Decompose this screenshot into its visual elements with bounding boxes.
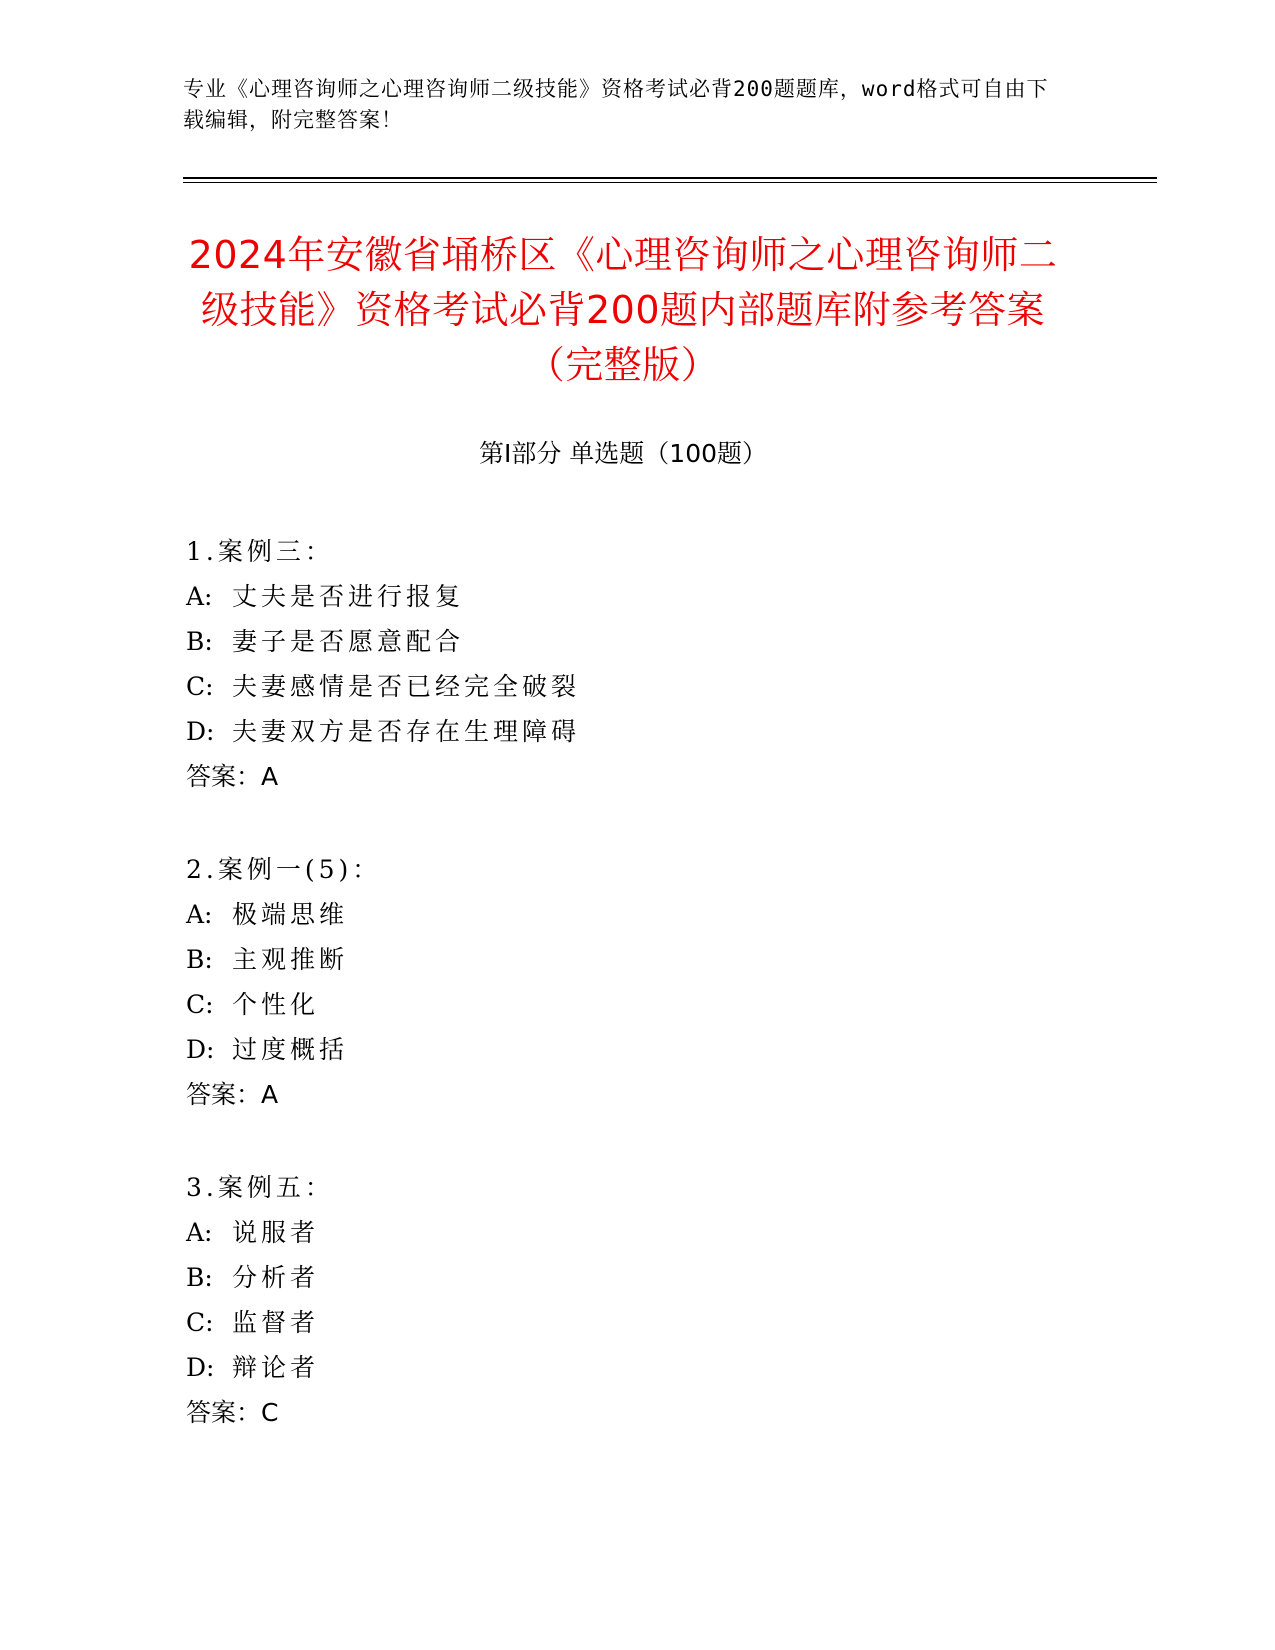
section-title: 第I部分 单选题（100题）: [478, 439, 768, 468]
option-text: 辩论者: [232, 1353, 320, 1382]
document-title: 2024年安徽省埇桥区《心理咨询师之心理咨询师二级技能》资格考试必背200题内部题库附参考答案（完整版）: [188, 233, 1058, 387]
question-stem: 3.案例五：: [186, 1173, 334, 1202]
question-2: [186, 847, 1066, 1117]
option-text: 个性化: [232, 990, 320, 1019]
option-text: 妻子是否愿意配合: [232, 627, 465, 656]
option-d: [186, 1345, 1066, 1390]
option-letter: B:: [186, 627, 213, 656]
header-divider: [183, 177, 1157, 179]
question-stem: 1.案例三：: [186, 537, 334, 566]
question-3: [186, 1165, 1066, 1435]
option-text: 丈夫是否进行报复: [232, 582, 465, 611]
option-b: [186, 937, 1066, 982]
option-letter: A:: [186, 900, 213, 929]
option-d: [186, 709, 1066, 754]
option-text: 监督者: [232, 1308, 320, 1337]
option-a: [186, 574, 1066, 619]
option-c: [186, 1300, 1066, 1345]
option-d: [186, 1027, 1066, 1072]
answer-line: 答案：A: [186, 1080, 279, 1109]
header-note: 专业《心理咨询师之心理咨询师二级技能》资格考试必背200题题库，word格式可自由下载编辑，附完整答案！: [183, 77, 1049, 132]
option-text: 夫妻双方是否存在生理障碍: [232, 717, 581, 746]
option-b: [186, 619, 1066, 664]
option-letter: C:: [186, 672, 214, 701]
option-text: 说服者: [232, 1218, 320, 1247]
answer-line: 答案：A: [186, 762, 279, 791]
option-b: [186, 1255, 1066, 1300]
option-letter: C:: [186, 1308, 214, 1337]
option-letter: D:: [186, 717, 215, 746]
option-letter: C:: [186, 990, 214, 1019]
option-text: 夫妻感情是否已经完全破裂: [232, 672, 581, 701]
option-letter: B:: [186, 1263, 213, 1292]
option-text: 极端思维: [232, 900, 349, 929]
option-letter: D:: [186, 1353, 215, 1382]
question-stem: 2.案例一(5)：: [186, 855, 382, 884]
option-letter: A:: [186, 582, 213, 611]
option-c: [186, 664, 1066, 709]
option-letter: B:: [186, 945, 213, 974]
option-text: 主观推断: [232, 945, 349, 974]
question-1: [186, 529, 1066, 799]
option-a: [186, 892, 1066, 937]
option-text: 分析者: [232, 1263, 320, 1292]
header-divider-thin: [183, 182, 1157, 183]
question-list: [186, 529, 1066, 1483]
option-letter: A:: [186, 1218, 213, 1247]
option-letter: D:: [186, 1035, 215, 1064]
option-c: [186, 982, 1066, 1027]
answer-line: 答案：C: [186, 1398, 279, 1427]
option-text: 过度概括: [232, 1035, 349, 1064]
option-a: [186, 1210, 1066, 1255]
